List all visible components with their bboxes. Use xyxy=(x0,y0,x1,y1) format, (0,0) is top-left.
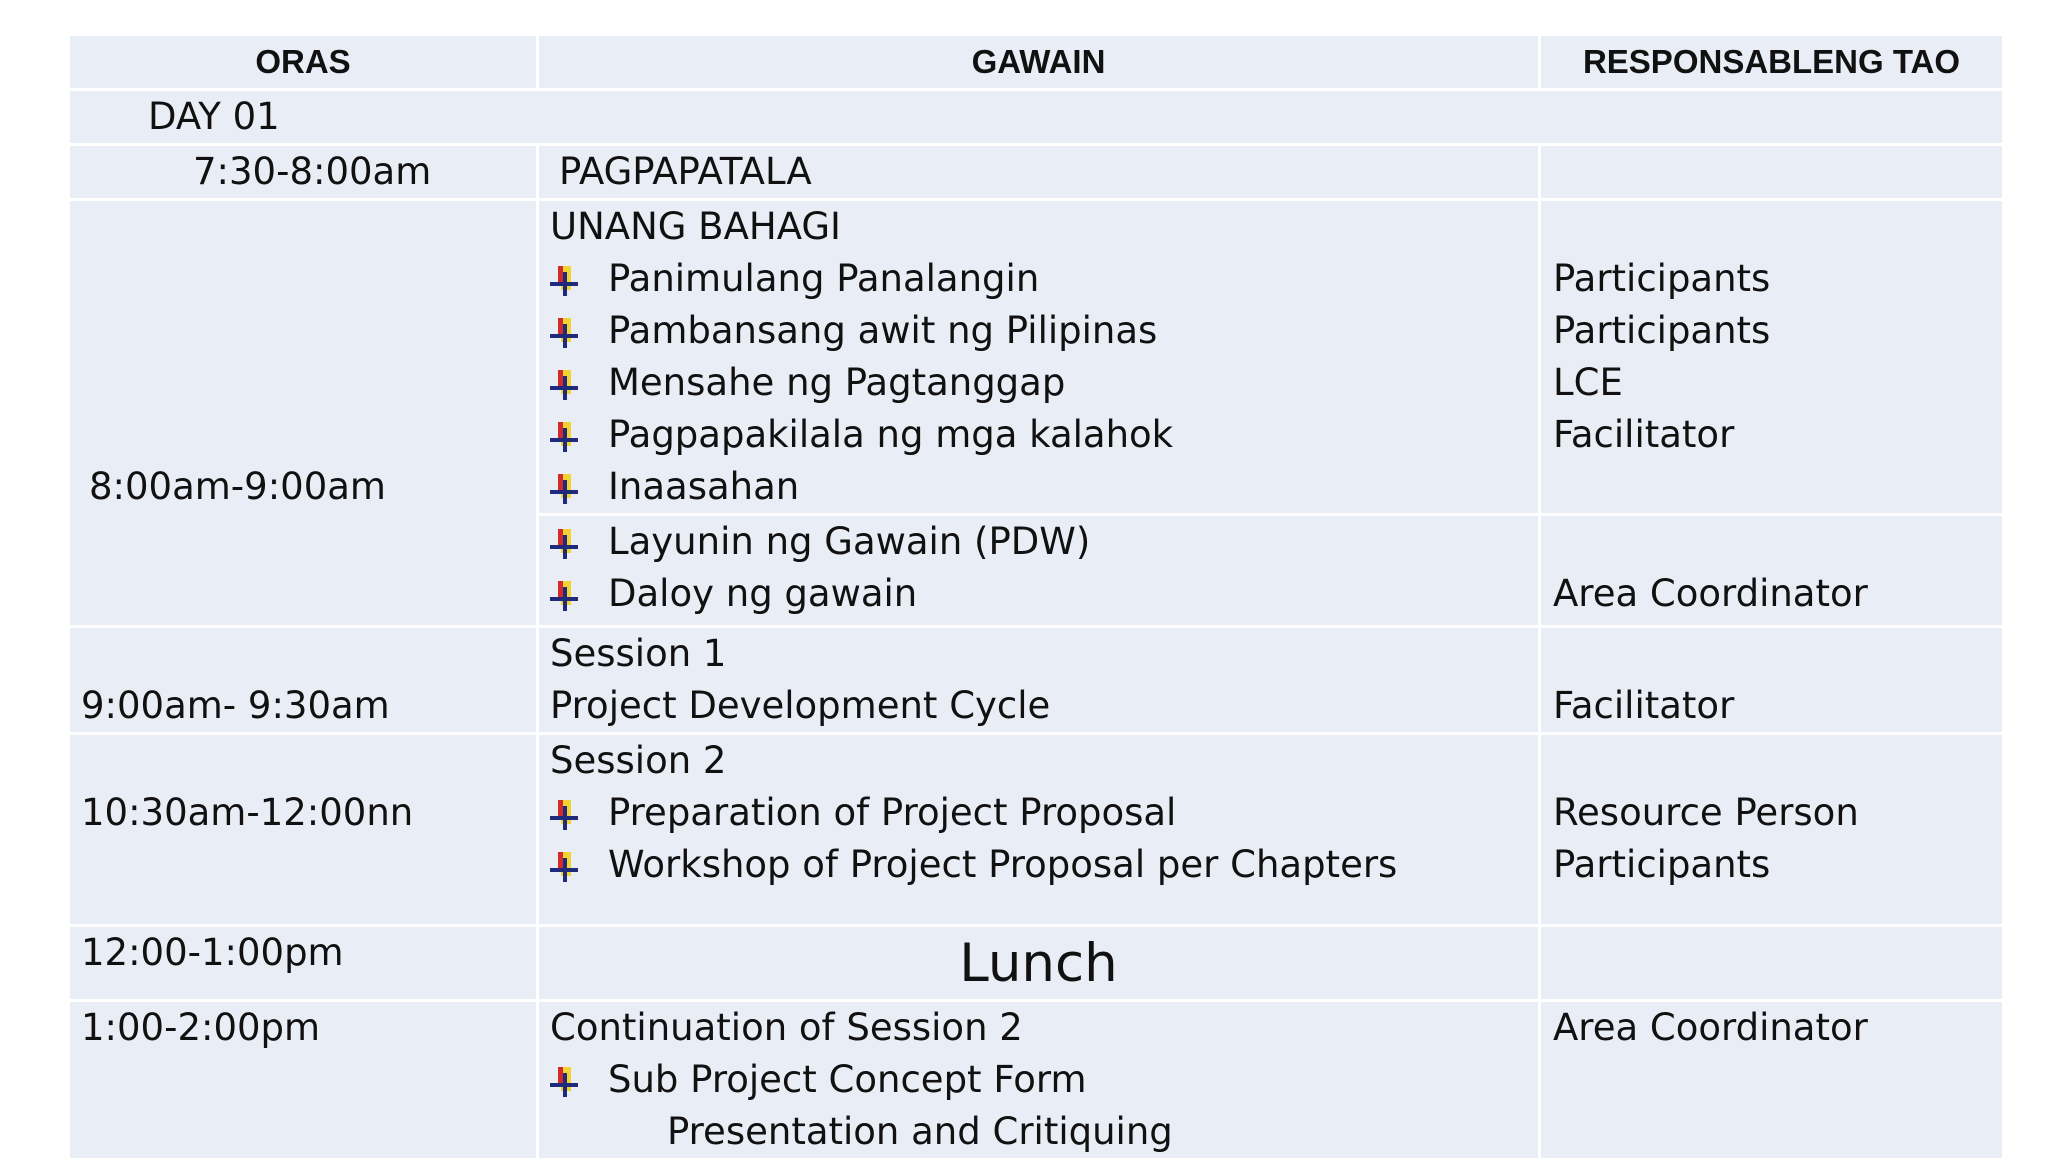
continuation-title: Continuation of Session 2 xyxy=(550,1006,1023,1049)
session1-subtitle: Project Development Cycle xyxy=(550,684,1051,727)
bullet-icon xyxy=(550,800,580,830)
list-item: Workshop of Project Proposal per Chapters xyxy=(550,839,1538,891)
lunch-row xyxy=(69,926,2004,1001)
continuation-time: 1:00-2:00pm xyxy=(81,1006,321,1049)
session2-row xyxy=(69,734,2004,926)
bullet-icon xyxy=(550,581,580,611)
bullet-icon xyxy=(550,422,580,452)
responsible-text xyxy=(1553,461,2002,513)
list-item: Inaasahan xyxy=(550,461,1538,513)
day-row xyxy=(69,90,2004,145)
responsible-text: LCE xyxy=(1553,361,1623,404)
responsible-text: Facilitator xyxy=(1553,413,1735,456)
lunch-label: Lunch xyxy=(959,933,1118,994)
schedule-table xyxy=(67,33,2005,1161)
list-item: Pagpapakilala ng mga kalahok xyxy=(550,409,1538,461)
bullet-icon xyxy=(550,1067,580,1097)
list-item: Daloy ng gawain xyxy=(550,568,1538,620)
session2-time: 10:30am-12:00nn xyxy=(81,791,414,834)
bullet-icon xyxy=(550,318,580,348)
responsible-text: Participants xyxy=(1553,257,1771,300)
responsible-text: Participants xyxy=(1553,309,1771,352)
responsible-text: Area Coordinator xyxy=(1553,1006,1868,1049)
list-item: Mensahe ng Pagtanggap xyxy=(550,357,1538,409)
part1-row xyxy=(69,200,2004,515)
responsible-text: Participants xyxy=(1553,843,1771,886)
list-item: Pambansang awit ng Pilipinas xyxy=(550,305,1538,357)
list-item: Sub Project Concept Form xyxy=(550,1054,1538,1106)
lunch-time: 12:00-1:00pm xyxy=(81,931,344,974)
header-responsible: RESPONSABLENG TAO xyxy=(1540,35,2004,90)
header-activity: GAWAIN xyxy=(538,35,1540,90)
list-item: Preparation of Project Proposal xyxy=(550,787,1538,839)
session2-title: Session 2 xyxy=(550,739,727,782)
registration-time: 7:30-8:00am xyxy=(193,150,432,193)
bullet-icon xyxy=(550,266,580,296)
header-time: ORAS xyxy=(69,35,538,90)
list-item: Panimulang Panalangin xyxy=(550,253,1538,305)
responsible-text: Resource Person xyxy=(1553,791,1859,834)
registration-row xyxy=(69,145,2004,200)
header-row xyxy=(69,35,2004,90)
bullet-icon xyxy=(550,852,580,882)
bullet-icon xyxy=(550,529,580,559)
day-label: DAY 01 xyxy=(148,95,280,138)
responsible-text: Area Coordinator xyxy=(1553,572,1868,615)
continuation-row xyxy=(69,1001,2004,1160)
bullet-icon xyxy=(550,370,580,400)
session1-title: Session 1 xyxy=(550,632,727,675)
responsible-text: Facilitator xyxy=(1553,684,1735,727)
session1-time: 9:00am- 9:30am xyxy=(81,684,390,727)
list-item: Layunin ng Gawain (PDW) xyxy=(550,516,1538,568)
session1-row xyxy=(69,627,2004,734)
registration-activity: PAGPAPATALA xyxy=(559,150,812,193)
continuation-item-cont: Presentation and Critiquing xyxy=(667,1110,1173,1153)
part1-title: UNANG BAHAGI xyxy=(550,205,841,248)
part1-time: 8:00am-9:00am xyxy=(89,465,386,508)
bullet-icon xyxy=(550,474,580,504)
